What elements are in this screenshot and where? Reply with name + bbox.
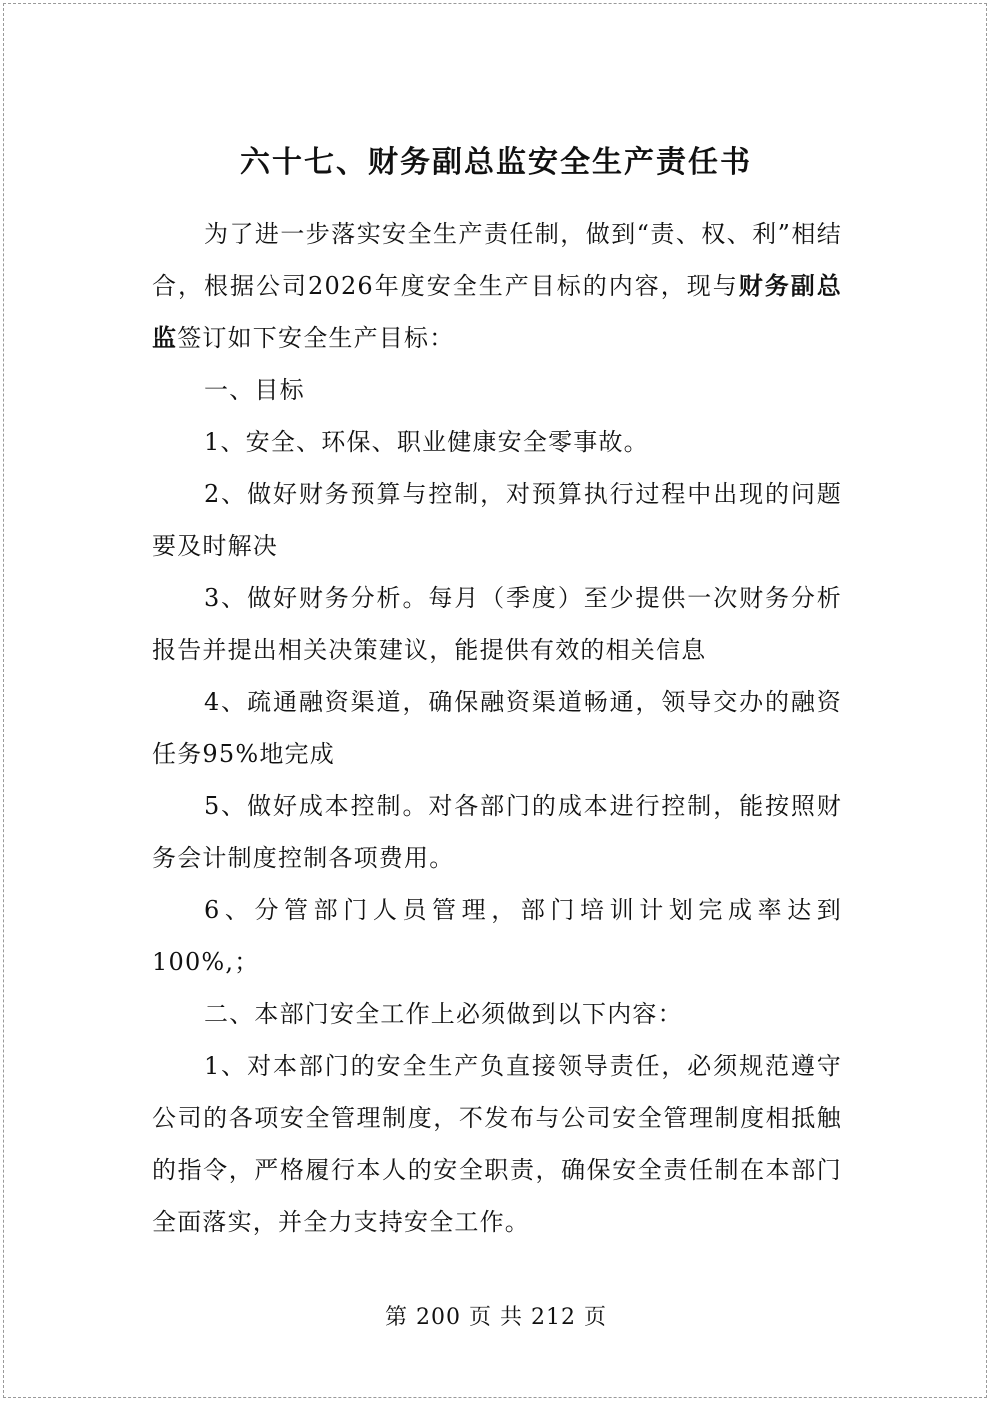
goal-item-2: 2、做好财务预算与控制，对预算执行过程中出现的问题要及时解决 — [152, 480, 842, 560]
section-heading-requirements: 二、本部门安全工作上必须做到以下内容： — [204, 1000, 683, 1028]
document-body — [152, 208, 842, 1248]
footer-middle: 页 共 — [469, 1305, 523, 1330]
intro-paragraph — [152, 208, 842, 364]
page-footer — [0, 1300, 992, 1336]
intro-bold-role: 财务副总监 — [152, 271, 842, 352]
footer-prefix: 第 — [384, 1305, 408, 1330]
requirement-item-1: 1、对本部门的安全生产负直接领导责任，必须规范遵守公司的各项安全管理制度，不发布与公司安全管理制度相抵触的指令，严格履行本人的安全职责，确保安全责任制在本部门全面落实，并全力支持安全工作。 — [152, 1052, 842, 1236]
section-heading-goals: 一、目标 — [204, 376, 305, 404]
footer-total-pages: 212 — [531, 1305, 576, 1330]
intro-text-start: 为了进一步落实安全生产责任制，做到“责、权、利”相结合，根据公司2026年度安全生产目标的内容，现与 — [152, 220, 842, 300]
footer-current-page: 200 — [416, 1305, 461, 1330]
goal-item-1: 1、安全、环保、职业健康安全零事故。 — [204, 428, 649, 456]
document-title: 六十七、财务副总监安全生产责任书 — [240, 145, 752, 180]
goal-item-6: 6、分管部门人员管理，部门培训计划完成率达到100%,； — [152, 896, 842, 976]
goal-item-4: 4、疏通融资渠道，确保融资渠道畅通，领导交办的融资任务95%地完成 — [152, 688, 842, 768]
goal-item-3: 3、做好财务分析。每月（季度）至少提供一次财务分析报告并提出相关决策建议，能提供有效的相关信息 — [152, 584, 842, 664]
goal-item-5: 5、做好成本控制。对各部门的成本进行控制，能按照财务会计制度控制各项费用。 — [152, 792, 842, 872]
footer-suffix: 页 — [584, 1305, 608, 1330]
intro-text-end: 签订如下安全生产目标： — [177, 324, 455, 352]
